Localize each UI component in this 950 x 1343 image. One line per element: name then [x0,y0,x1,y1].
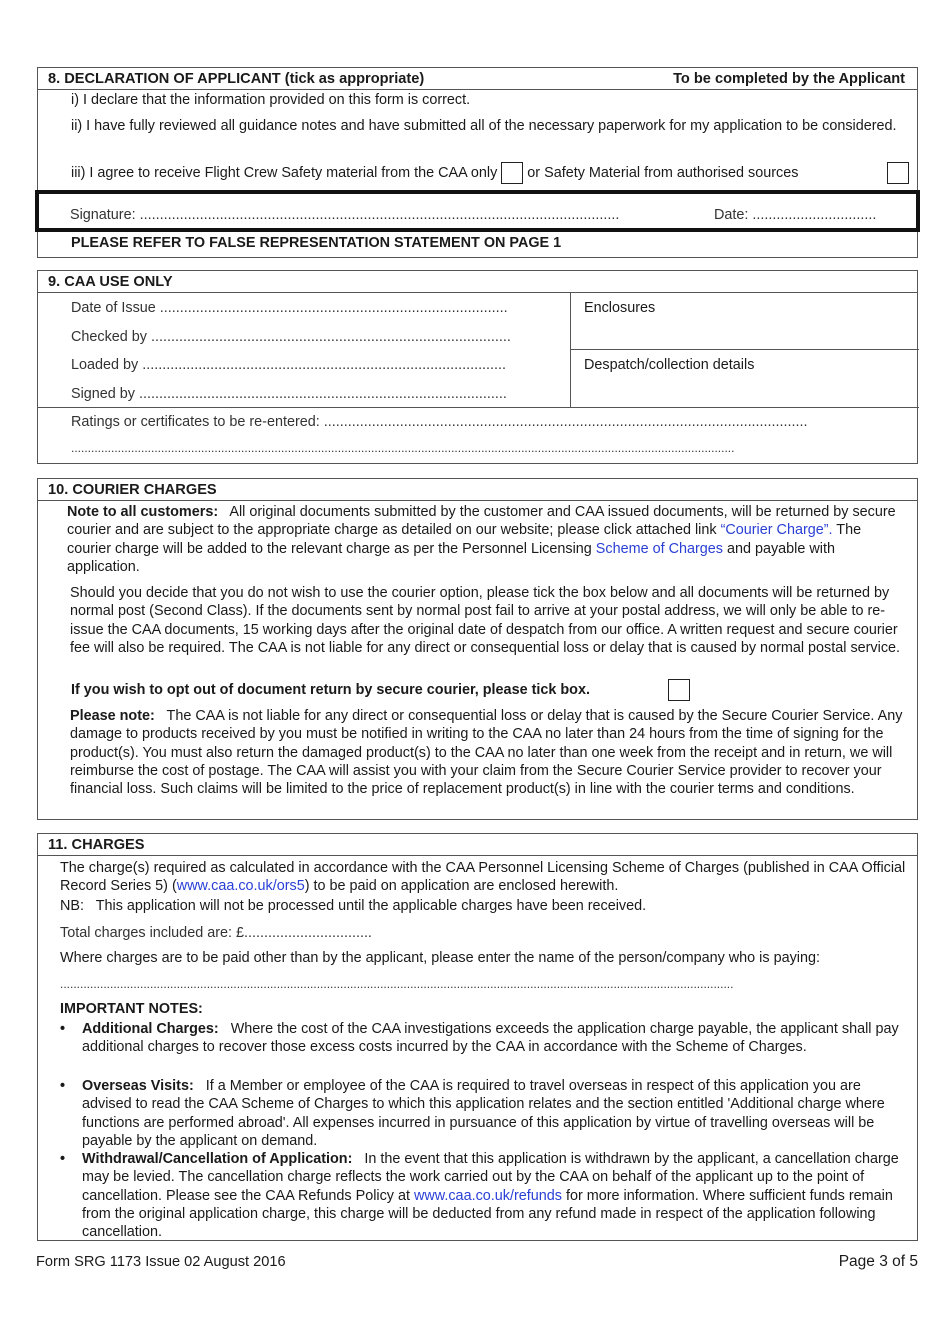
loaded-by-field[interactable]: Loaded by ........................................................................................... [71,357,507,373]
payer-instruction: Where charges are to be paid other than by the applicant, please enter the name of the person/company who is paying: [60,950,820,966]
section-11 [37,833,918,1241]
date-field[interactable]: Date: ............................... [714,207,877,223]
withdrawal-text-2: for more information. Where sufficient funds remain from the original application charge, this charge will be deducted from any refund made in respect of the application following cancellation. [82,1187,893,1241]
authorised-sources-checkbox[interactable] [887,162,909,184]
overseas-visits-label: Overseas Visits: [82,1078,194,1094]
page-number: Page 3 of 5 [838,1253,918,1270]
signature-field[interactable]: Signature: ........................................................................................................................ [70,207,620,223]
signed-by-field[interactable]: Signed by ............................................................................................ [71,386,507,402]
additional-charges-note [82,1020,912,1057]
declaration-item-3-text-b: or Safety Material from authorised sources [527,164,799,181]
please-note-text: The CAA is not liable for any direct or consequential loss or delay that is caused by the Secure Courier Service. Any damage to products received by you must be notified in writing to the CAA no later than 24 hours from the time of signing for the product(s). You must also return the damaged product(s) to the CAA no later than one week from the receipt and in return, we will reimburse the cost of postage. The CAA will assist you with your claim from the Secure Courier Service provider to recover your financial loss. Such claims will be limited to the price of replacement product(s) in line with the courier terms and conditions. [70,708,903,798]
ratings-divider [38,407,919,408]
signature-box [35,190,920,232]
row-divider [570,349,919,350]
nb-note: NB: This application will not be processed until the applicable charges have been received. [60,898,647,914]
ratings-field[interactable]: Ratings or certificates to be re-entered: ......................................................................................................................... [71,414,808,430]
overseas-visits-text: If a Member or employee of the CAA is required to travel overseas in respect of this application you are advised to read the CAA Scheme of Charges to which this application relates and the section entitled 'Additional charge where functions are performed abroad'. All expenses incurred in pursuance of this application by virtue of travelling overseas will be payable by the applicant on demand. [82,1078,885,1149]
additional-charges-text: Where the cost of the CAA investigations exceeds the application charge payable, the applicant shall pay additional charges to recover those excess costs incurred by the CAA in accordance with the Scheme of Charges. [82,1021,899,1056]
false-representation-notice: PLEASE REFER TO FALSE REPRESENTATION STATEMENT ON PAGE 1 [71,235,562,251]
note-text-3: and payable with application. [67,540,835,575]
scheme-of-charges-link[interactable]: Scheme of Charges [595,540,723,557]
charges-text-a: The charge(s) required as calculated in accordance with the CAA Personnel Licensing Scheme of Charges (published in CAA Official Record Series 5) ( [60,860,906,895]
declaration-item-3 [71,162,798,184]
caa-only-checkbox[interactable] [501,162,523,184]
withdrawal-note [82,1150,912,1241]
opt-out-text: If you wish to opt out of document return by secure courier, please tick box. [71,682,590,698]
date-of-issue-field[interactable]: Date of Issue ....................................................................................... [71,300,508,316]
bullet-3: • [60,1151,66,1167]
note-text-1: All original documents submitted by the customer and CAA issued documents, will be returned by secure courier and are subject to the appropriate charge as detailed on our website; please click attached link [67,504,896,539]
courier-note [67,503,909,576]
overseas-visits-note [82,1077,912,1150]
declaration-item-2: ii) I have fully reviewed all guidance notes and have submitted all of the necessary paperwork for my application to be considered. [71,118,897,134]
total-charges-field[interactable]: Total charges included are: £................................ [60,925,372,941]
note-label: Note to all customers: [67,504,219,520]
section-8 [37,67,918,258]
opt-out-checkbox[interactable] [668,679,690,701]
declaration-item-3-text-a: iii) I agree to receive Flight Crew Safety material from the CAA only [71,164,498,181]
additional-charges-label: Additional Charges: [82,1021,219,1037]
courier-charge-link[interactable]: “Courier Charge”. [720,522,833,539]
payer-name-field[interactable]: .......................................................................................................................................................................................................... [60,977,734,991]
section-10 [37,478,918,820]
section-8-heading-right: To be completed by the Applicant [673,71,905,87]
important-notes-heading: IMPORTANT NOTES: [60,1001,203,1017]
form-reference: Form SRG 1173 Issue 02 August 2016 [36,1254,286,1270]
bullet-2: • [60,1078,66,1094]
section-8-heading [38,68,917,90]
refunds-link[interactable]: www.caa.co.uk/refunds [413,1187,562,1204]
section-11-heading: 11. CHARGES [38,834,917,856]
please-note-label: Please note: [70,708,155,724]
checked-by-field[interactable]: Checked by .......................................................................................... [71,329,511,345]
section-9-heading: 9. CAA USE ONLY [38,271,917,293]
declaration-item-1: i) I declare that the information provided on this form is correct. [71,92,471,108]
enclosures-label: Enclosures [584,300,656,316]
ors5-link[interactable]: www.caa.co.uk/ors5 [176,878,305,895]
despatch-label: Despatch/collection details [584,357,755,373]
please-note-paragraph [70,707,912,798]
ratings-field-line-2[interactable]: ....................................................................................................................................................................................................... [71,441,735,455]
withdrawal-label: Withdrawal/Cancellation of Application: [82,1151,353,1167]
withdrawal-text-1: In the event that this application is withdrawn by the applicant, a cancellation charge may be levied. The cancellation charge reflects the work carried out by the CAA on behalf of the applicant up to the point of cancellation. Please see the CAA Refunds Policy at [82,1151,899,1204]
column-divider [570,293,571,407]
bullet-1: • [60,1021,66,1037]
charges-text-b: ) to be paid on application are enclosed herewith. [304,878,619,895]
note-text-2: The courier charge will be added to the relevant charge as per the Personnel Licensing [67,522,862,557]
section-10-heading: 10. COURIER CHARGES [38,479,917,501]
normal-post-paragraph: Should you decide that you do not wish to use the courier option, please tick the box below and all documents will be returned by normal post (Second Class). If the documents sent by normal post fail to arrive at your postal address, we will only be able to re-issue the CAA documents, 15 working days after the original date of despatch from our office. A written request and secure courier fee will also be required. The CAA is not liable for any direct or consequential loss or delay that is caused by normal postal service. [70,585,901,656]
section-8-title: 8. DECLARATION OF APPLICANT (tick as appropriate) [48,71,425,87]
section-9 [37,270,918,464]
charges-paragraph [60,859,910,896]
